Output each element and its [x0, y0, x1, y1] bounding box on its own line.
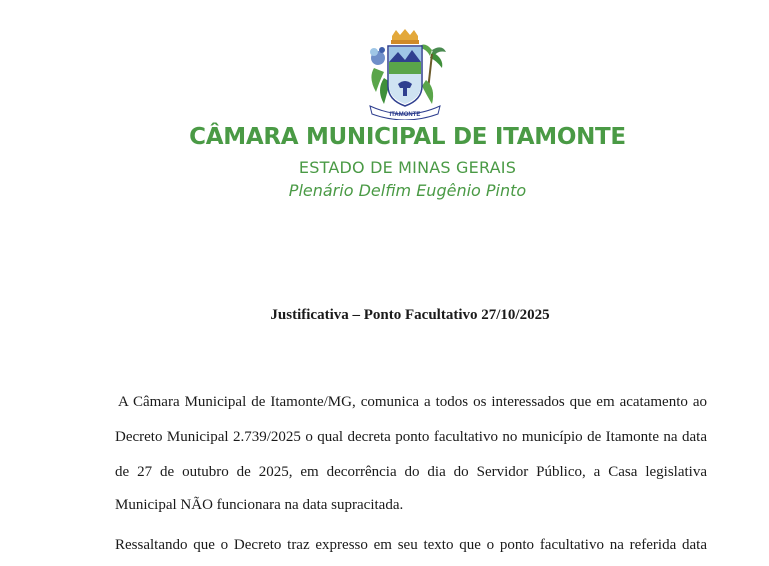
crest-motto-text: ITAMONTE: [389, 112, 421, 118]
body-line-1: A Câmara Municipal de Itamonte/MG, comunica a todos os interessados que em acatamento ao: [118, 394, 707, 410]
plenary-subtitle: Plenário Delfim Eugênio Pinto: [288, 181, 527, 200]
body-line-5: Ressaltando que o Decreto traz expresso em seu texto que o ponto facultativo na referida data: [115, 537, 707, 553]
institution-title: CÂMARA MUNICIPAL DE ITAMONTE: [189, 124, 626, 150]
body-line-3: de 27 de outubro de 2025, em decorrência do dia do Servidor Público, a Casa legislativa: [115, 464, 707, 480]
itamonte-coat-of-arms-icon: [362, 28, 448, 120]
body-line-4: Municipal NÃO funcionara na data supracitada.: [115, 497, 404, 513]
document-heading: Justificativa – Ponto Facultativo 27/10/2025: [270, 307, 550, 323]
body-line-2: Decreto Municipal 2.739/2025 o qual decreta ponto facultativo no município de Itamonte na data: [115, 429, 707, 445]
state-subtitle: ESTADO DE MINAS GERAIS: [298, 158, 517, 177]
